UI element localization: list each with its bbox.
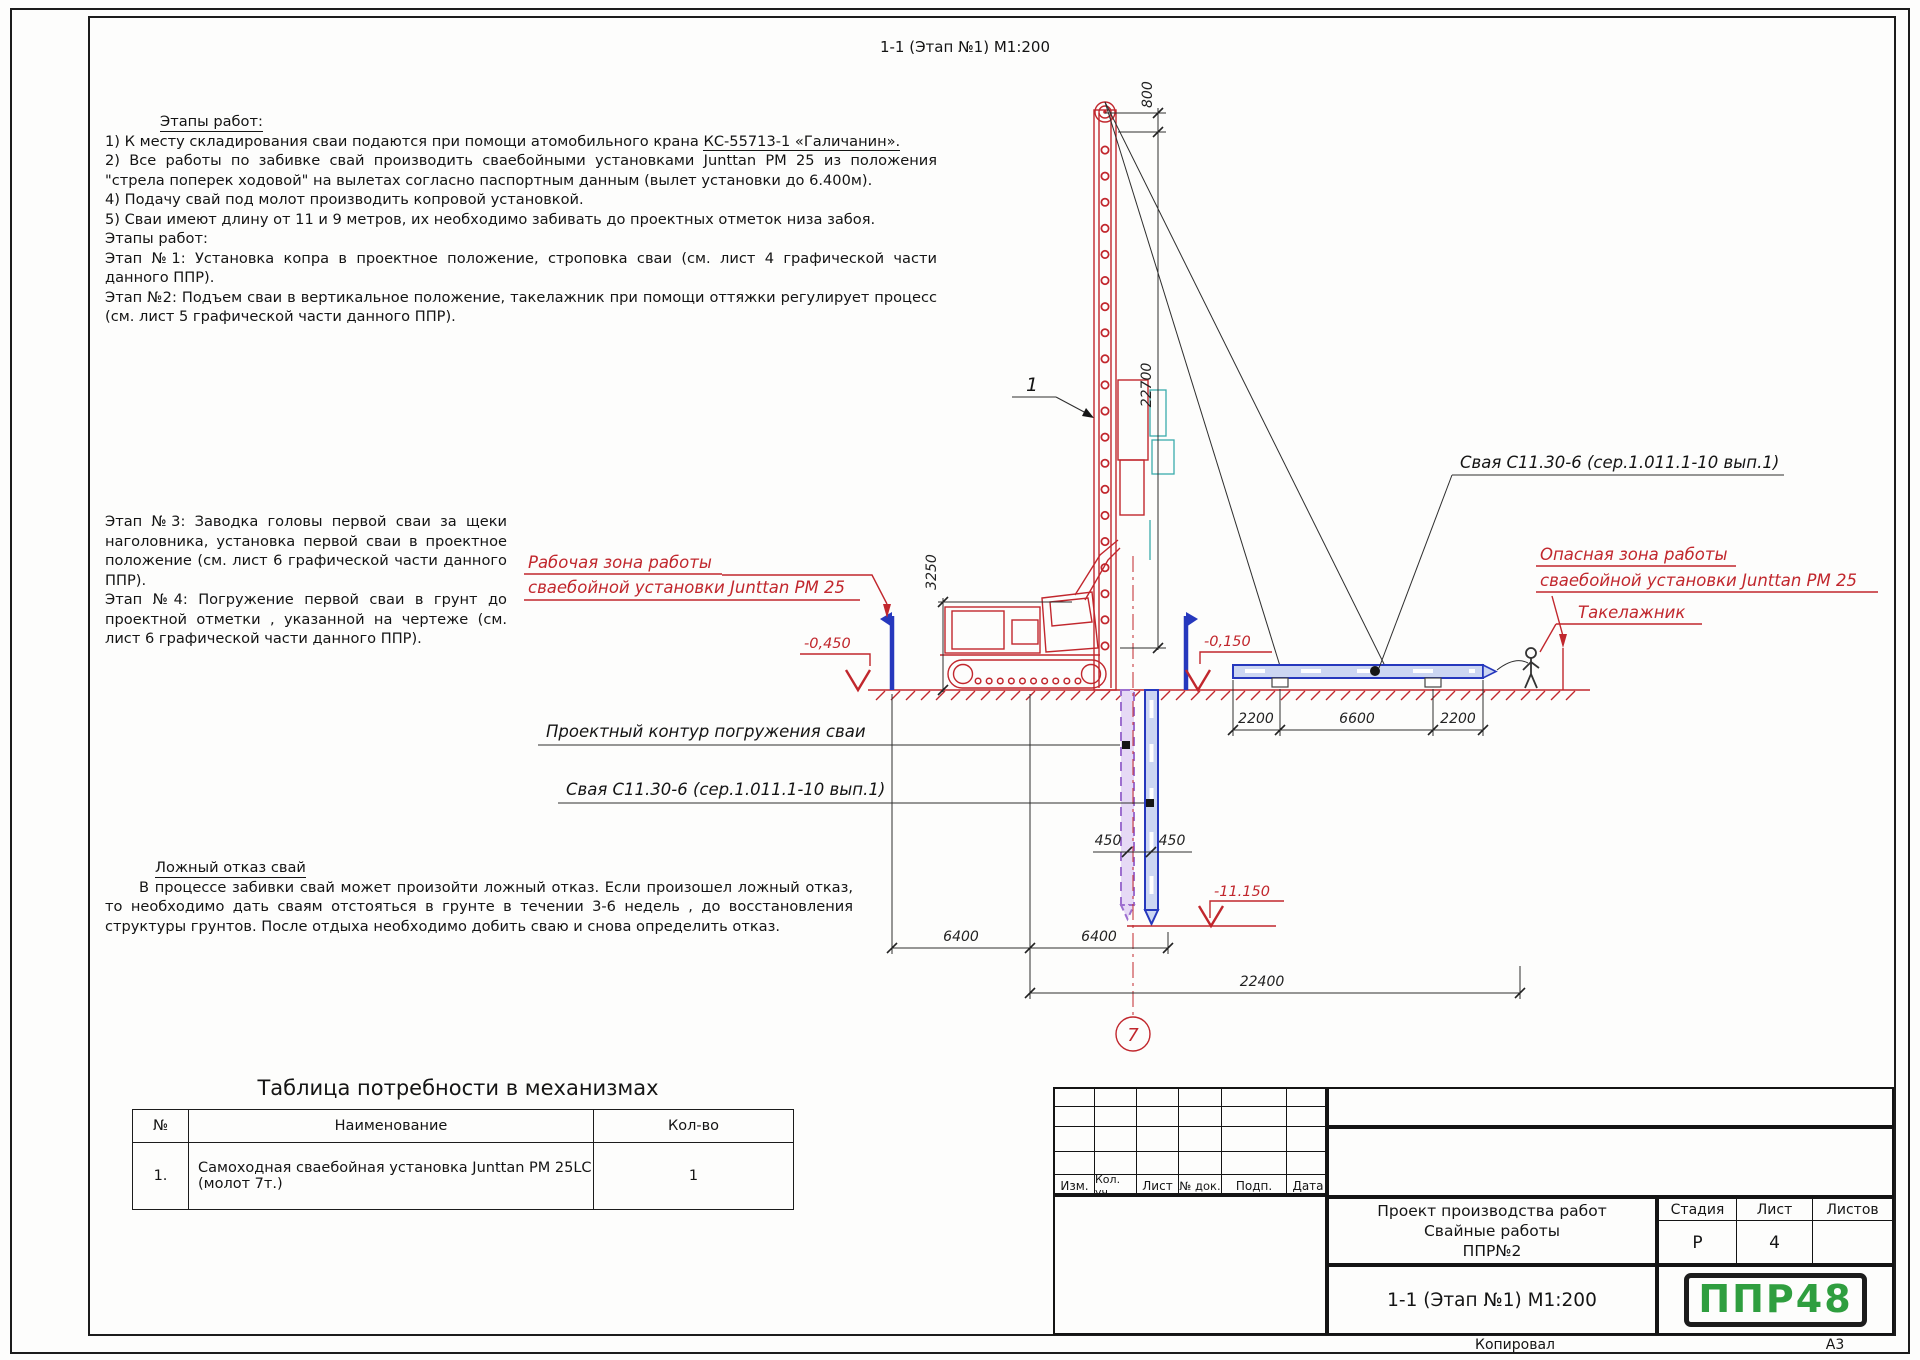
mast-top-pulley: [1095, 102, 1115, 122]
dim-3250: 3250: [924, 554, 940, 590]
work-zone-line2: сваебойной установки Junttan PM 25: [528, 578, 845, 597]
dim-22700: 22700: [1139, 362, 1155, 408]
elevation-11150-text: -11.150: [1214, 884, 1270, 900]
danger-zone-arrow: [1559, 634, 1567, 648]
crawler-base-machine: [940, 540, 1120, 688]
row-qty: 1: [594, 1143, 794, 1210]
col-header-qty: Кол-во: [594, 1110, 794, 1143]
rigger-label: [1540, 603, 1702, 652]
stage-header: Стадия: [1659, 1199, 1737, 1221]
elevation-0150-text: -0,150: [1204, 634, 1251, 650]
dimension-extension-lines: [892, 113, 1520, 999]
view-title-cell: 1-1 (Этап №1) М1:200: [1327, 1265, 1657, 1335]
dim-2200-right: 2200: [1440, 711, 1476, 727]
note-item-2: 2) Все работы по забивке свай производить сваебойными установками Junttan PM 25 из положения "стрела поперек ходовой" на вылетах согласно паспортным данным (вылет установки до 6.400м).: [105, 152, 937, 189]
pile-marker-square: [1146, 799, 1154, 807]
pile-rig-mast: [1094, 110, 1116, 690]
sling-attachment-dot: [1370, 666, 1380, 676]
project-name-line3: ППР№2: [1462, 1242, 1522, 1260]
row-num: 1.: [133, 1143, 189, 1210]
contour-marker-square: [1122, 741, 1130, 749]
dim-450-right: 450: [1158, 833, 1186, 849]
dim-6400-left: 6400: [943, 929, 979, 945]
project-name-line1: Проект производства работ: [1377, 1202, 1607, 1220]
work-zone-posts: [880, 612, 1198, 690]
row-name-line1: Самоходная сваебойная установка Junttan PM 25LC: [198, 1160, 592, 1176]
view-title-top: 1-1 (Этап №1) М1:200: [879, 38, 1051, 56]
axis-bubble-number: 7: [1127, 1025, 1139, 1046]
dim-450-left: 450: [1094, 833, 1122, 849]
pile-label-top-text: Свая С11.30-6 (сер.1.011.1-10 вып.1): [1460, 453, 1780, 472]
mechanisms-table-title: Таблица потребности в механизмах: [257, 1076, 659, 1100]
rigger-label-text: Такелажник: [1578, 603, 1686, 622]
stage-1-note: Этап №1: Установка копра в проектное положение, строповка сваи (см. лист 4 графической части данного ППР).: [105, 249, 937, 286]
note-item-1-text: 1) К месту складирования сваи подаются при помощи атомобильного крана: [105, 132, 704, 150]
rev-header-ndok: № док.: [1179, 1175, 1222, 1197]
stages-label: Этапы работ:: [105, 230, 208, 247]
note-item-4: 4) Подачу свай под молот производить копровой установкой.: [105, 191, 584, 208]
work-zone-line1: Рабочая зона работы: [528, 553, 712, 572]
col-header-name: Наименование: [189, 1110, 594, 1143]
callout-1: [1012, 374, 1094, 418]
col-header-num: №: [133, 1110, 189, 1143]
design-pile-contour-dashed: [1121, 690, 1134, 919]
rev-header-list: Лист: [1137, 1175, 1179, 1197]
callout-1-number: 1: [1026, 374, 1039, 396]
danger-zone-line2: сваебойной установки Junttan PM 25: [1540, 571, 1857, 590]
pile-label-mid-text: Свая С11.30-6 (сер.1.011.1-10 вып.1): [566, 780, 886, 799]
elevation-mark-minus-0150: [1186, 634, 1272, 690]
format-label: А3: [1825, 1337, 1845, 1353]
rev-header-data: Дата: [1292, 1179, 1324, 1193]
sheet-value: 4: [1737, 1221, 1813, 1265]
false-refusal-heading-text: Ложный отказ свай: [155, 859, 306, 876]
row-name-line2: (молот 7т.): [198, 1176, 283, 1192]
sheets-header: Листов: [1813, 1199, 1892, 1221]
rev-header-podp: Подп.: [1222, 1175, 1287, 1197]
dim-22400: 22400: [1239, 974, 1285, 990]
design-contour-text: Проектный контур погружения сваи: [546, 722, 866, 741]
dimension-lines: [892, 108, 1520, 993]
work-zone-label: [524, 553, 891, 618]
dim-800: 800: [1140, 81, 1156, 108]
project-name-line2: Свайные работы: [1423, 1222, 1560, 1240]
dimension-texts: [924, 81, 1476, 990]
stage-value: Р: [1659, 1221, 1737, 1265]
notes-heading-text: Этапы работ:: [160, 113, 263, 130]
sheet-header: Лист: [1737, 1199, 1813, 1221]
stage-3-note: Этап №3: Заводка головы первой сваи за щеки наголовника, установка первой сваи в проектное положение (см. лист 6 графической части данного ППР).: [105, 513, 507, 589]
copied-label: Копировал: [1475, 1337, 1555, 1353]
rigger-figure: [1523, 648, 1539, 688]
dim-2200-left: 2200: [1238, 711, 1274, 727]
ground-line: [868, 690, 1590, 700]
crane-model-underlined: КС-55713-1 «Галичанин».: [703, 132, 901, 150]
callout-1-arrow: [1082, 408, 1094, 418]
dimension-ticks: [887, 108, 1525, 998]
ppr48-logo: ППР48: [1684, 1273, 1866, 1327]
rev-header-izm: Изм.: [1055, 1175, 1095, 1197]
pile-label-mid: [558, 780, 1154, 807]
stage-4-note: Этап №4: Погружение первой сваи в грунт до проектной отметки , указанной на чертеже (см. лист 6 графической части данного ППР).: [105, 591, 507, 647]
elevation-mark-minus-0450: [800, 636, 870, 690]
note-item-5: 5) Сваи имеют длину от 11 и 9 метров, их необходимо забивать до проектных отметок низа забоя.: [105, 210, 876, 228]
stage-2-note: Этап №2: Подъем сваи в вертикальное положение, такелажник при помощи оттяжки регулирует процесс (см. лист 5 графической части данного ППР).: [105, 288, 937, 325]
dim-6400-right: 6400: [1081, 929, 1117, 945]
rev-header-koluch: Кол. уч.: [1095, 1175, 1137, 1197]
elevation-0450-text: -0,450: [804, 636, 851, 652]
danger-zone-line1: Опасная зона работы: [1540, 545, 1728, 564]
dim-6600: 6600: [1339, 711, 1375, 727]
false-refusal-body: В процессе забивки свай может произойти ложный отказ. Если произошел ложный отказ, то необходимо дать сваям отстояться в грунте в течении 3-6 недель , до восстановления структуры грунтов. После отдыха необходимо добить сваю и снова определить отказ.: [105, 878, 853, 935]
design-contour-label: [538, 722, 1130, 749]
